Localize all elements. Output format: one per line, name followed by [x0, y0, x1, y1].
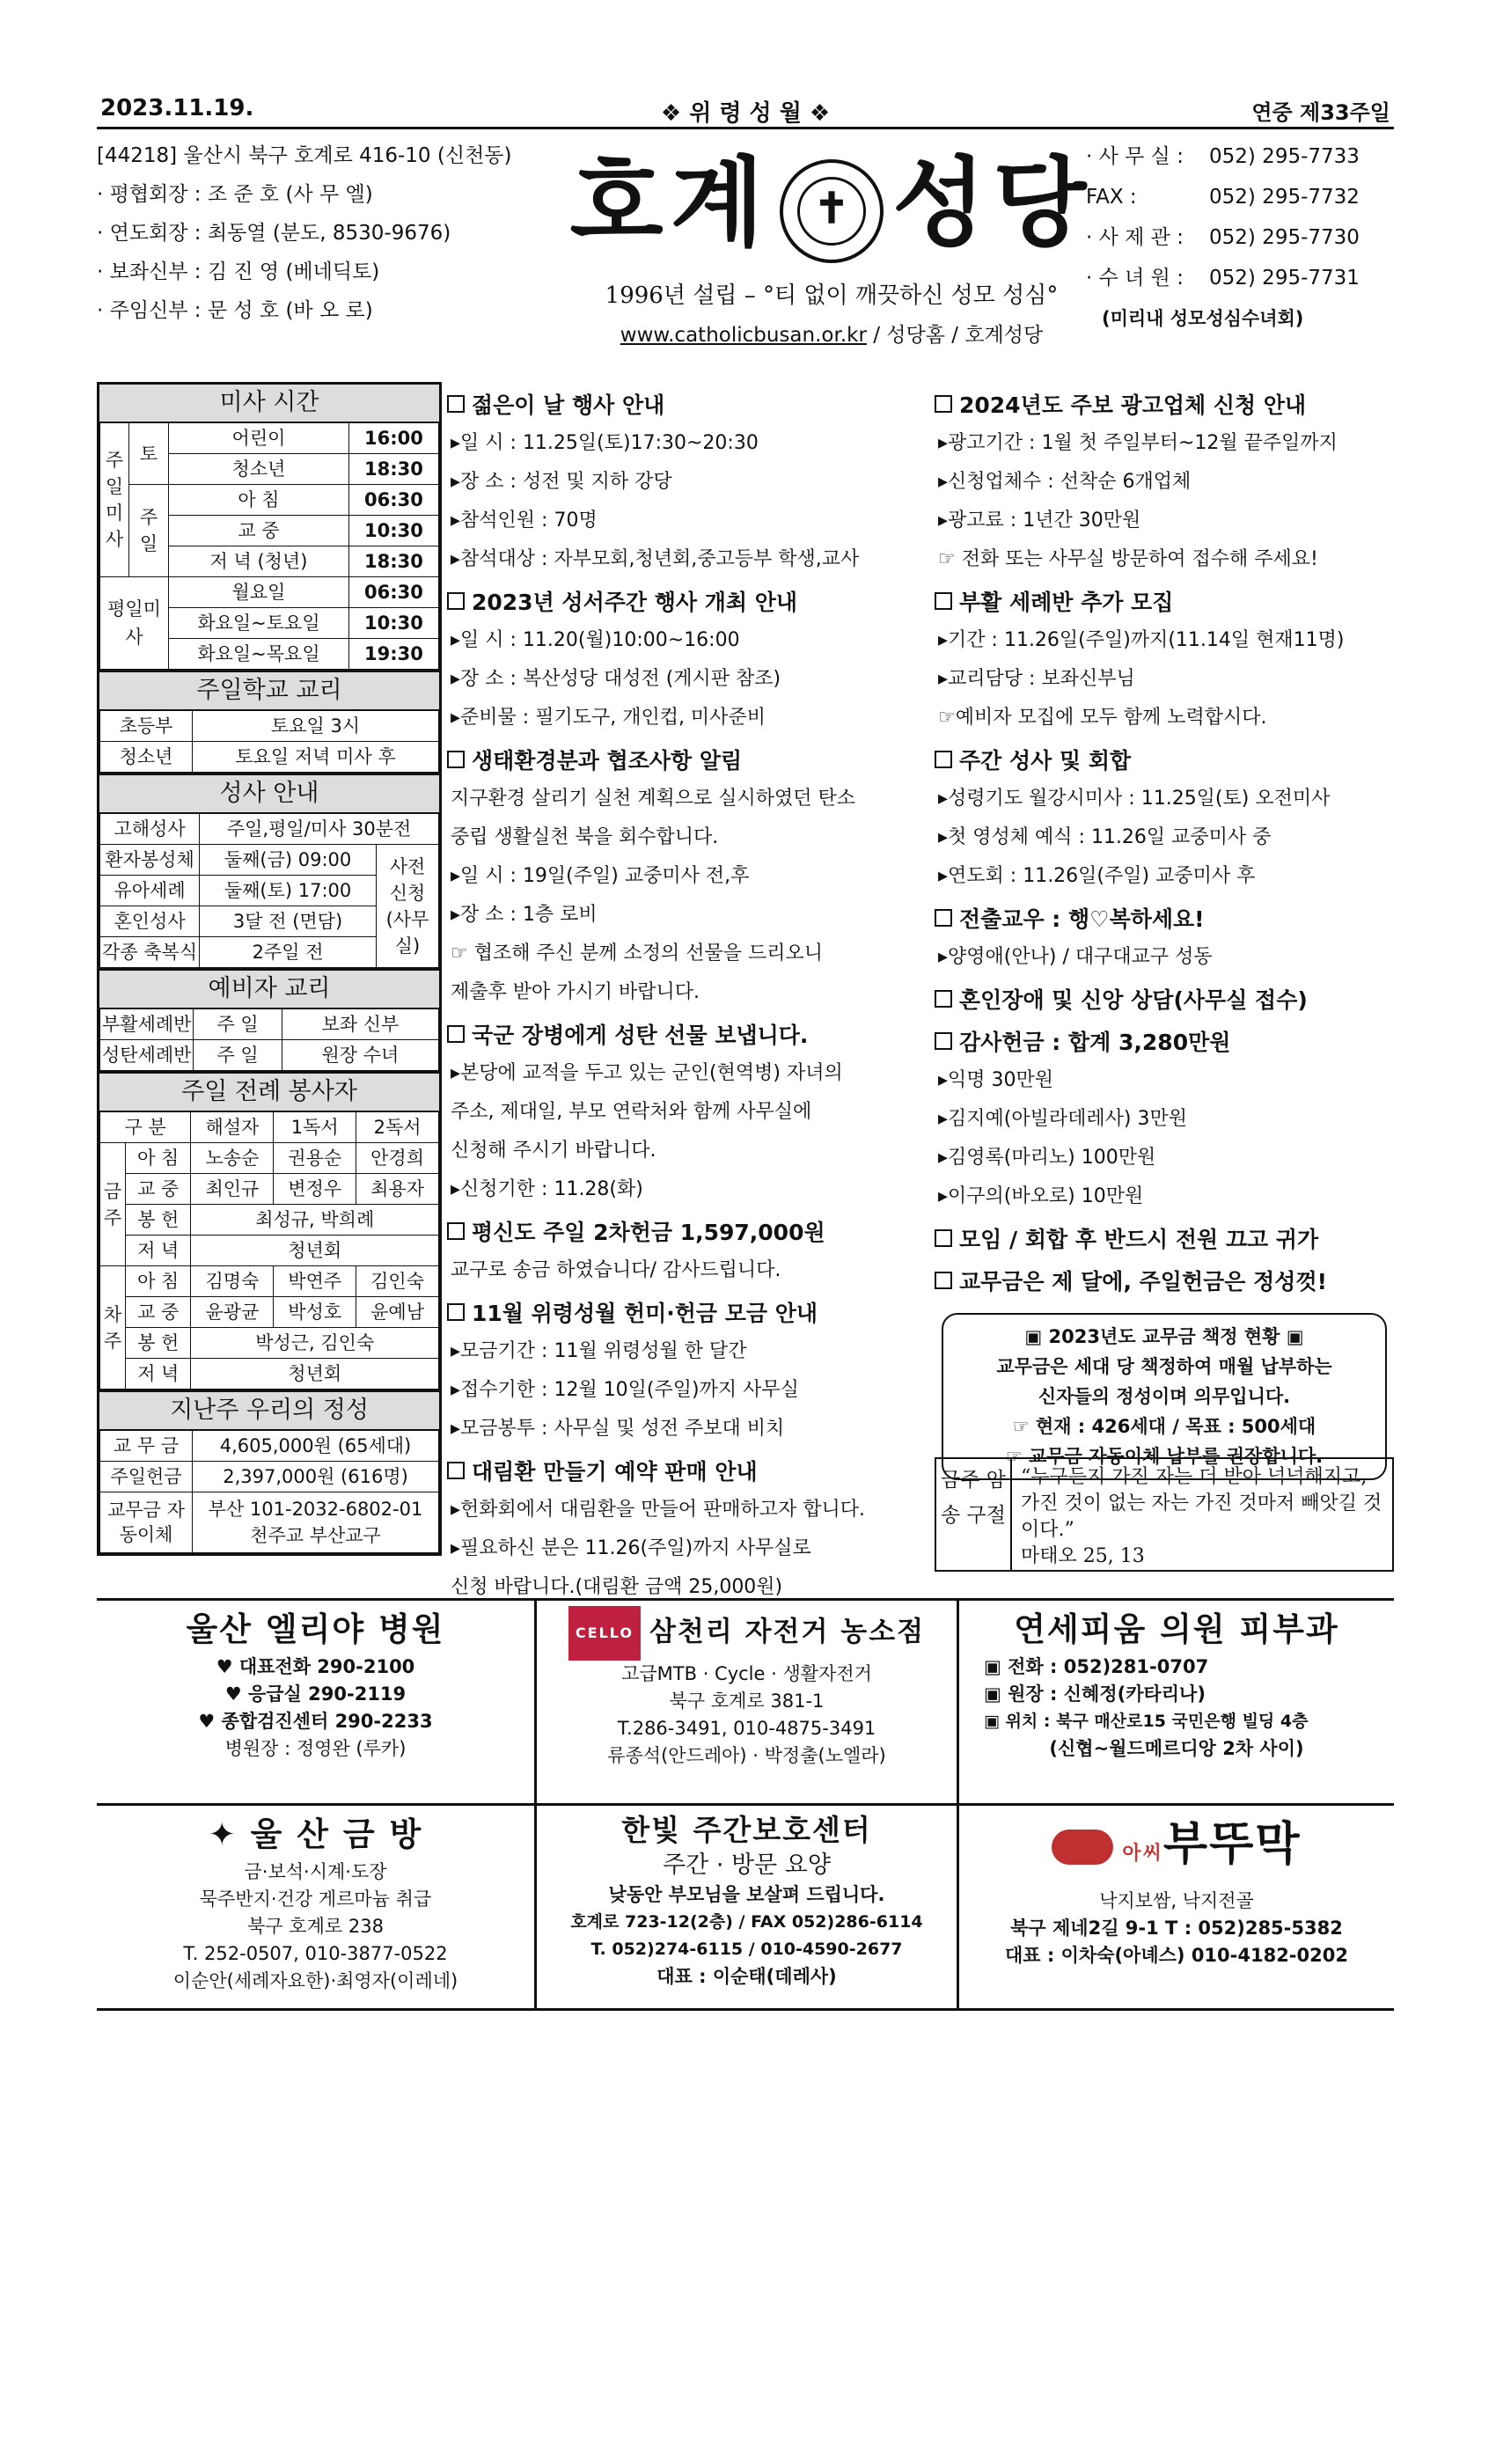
contact-value: 052) 295-7732 — [1209, 186, 1360, 209]
notice-line: ▸헌화회에서 대림환을 만들어 판매하고자 합니다. — [451, 1499, 866, 1521]
offering-amount: 4,605,000원 (65세대) — [193, 1431, 439, 1462]
minister: 윤광균 — [191, 1297, 274, 1328]
offering-amount: 2,397,000원 (616명) — [193, 1462, 439, 1492]
checkbox-icon — [447, 1462, 465, 1479]
class-teacher: 원장 수녀 — [282, 1040, 438, 1071]
class-name: 성탄세례반 — [100, 1040, 194, 1071]
ad-line: T. 052)274-6115 / 010-4590-2677 — [590, 1940, 903, 1959]
ad-line: 북구 호계로 381-1 — [669, 1690, 825, 1712]
notice-heading — [935, 901, 1394, 938]
ad-line: 대표 : 이순태(데레사) — [656, 1966, 837, 1987]
contact-convent — [1086, 258, 1394, 298]
ad-line: 낙지보쌈, 낙지전골 — [1099, 1890, 1254, 1911]
contact-value: 052) 295-7733 — [1209, 145, 1360, 168]
parish-seal-icon — [780, 159, 884, 263]
yeondo-president: · 연도회장 : 최동열 (분도, 8530-9676) — [97, 222, 451, 245]
cello-logo-icon: CELLO — [568, 1606, 641, 1661]
mass-time: 06:30 — [348, 485, 438, 516]
checkbox-icon — [935, 1229, 952, 1247]
minister: 박성호 — [274, 1297, 356, 1328]
liturgical-month: ❖ 위 령 성 월 ❖ — [660, 100, 831, 127]
mass-time: 18:30 — [348, 454, 438, 485]
notice-line: ▸이구의(바오로) 10만원 — [938, 1185, 1144, 1207]
title-part-2: 성당 — [892, 146, 1094, 260]
next-week-label: 차주 — [100, 1266, 126, 1390]
notice-line: ▸교리담당 : 보좌신부님 — [938, 668, 1135, 690]
contact-fax — [1086, 177, 1394, 217]
ad-ulsan-jewelry — [97, 1806, 537, 2008]
verse-text: “누구든지 가진 자는 더 받아 넉넉해지고, 가진 것이 없는 자는 가진 것마저 빼앗길 것이다.” — [1021, 1466, 1382, 1541]
mass-name: 교 중 — [169, 516, 349, 546]
ad-line: ♥ 대표전화 290-2100 — [216, 1656, 415, 1677]
notice-heading — [447, 387, 922, 424]
notice-line: ▸접수기한 : 12월 10일(주일)까지 사무실 — [451, 1379, 799, 1401]
minister: 안경희 — [356, 1143, 439, 1174]
seal-cross: ✝ — [813, 184, 850, 234]
verse-reference: 마태오 25, 13 — [1021, 1545, 1145, 1567]
contact-office — [1086, 136, 1394, 177]
catechumen-table — [99, 1008, 439, 1071]
notice-heading — [935, 584, 1394, 621]
ministers-title: 주일 전례 봉사자 — [99, 1071, 439, 1111]
notice-title: 11월 위령성월 헌미·헌금 모금 안내 — [472, 1301, 818, 1326]
ad-name: 울산 엘리야 병원 — [186, 1610, 445, 1648]
school-time: 토요일 3시 — [193, 711, 439, 742]
notice-line: ▸성령기도 월강시미사 : 11.25일(토) 오전미사 — [938, 788, 1331, 810]
ad-line: ▣ 위치 : 북구 매산로15 국민은행 빌딩 4층 — [984, 1712, 1309, 1731]
notice-line: ▸김지예(아빌라데레사) 3만원 — [938, 1108, 1187, 1130]
notice-line: ▸참석대상 : 자부모회,청년회,중고등부 학생,교사 — [451, 548, 860, 570]
mass-name: 저 녁 (청년) — [169, 546, 349, 577]
website-suffix: / 성당홈 / 호계성당 — [866, 324, 1044, 347]
ad-line: 고급MTB · Cycle · 생활자전거 — [621, 1663, 872, 1684]
sacrament-time: 2주일 전 — [200, 937, 377, 968]
checkbox-icon — [447, 751, 465, 768]
school-group: 초등부 — [100, 711, 193, 742]
ad-line: 류종석(안드레아) · 박정출(노엘라) — [607, 1745, 886, 1766]
ad-elijah-hospital — [97, 1601, 537, 1803]
ads-row-1 — [97, 1601, 1394, 1803]
minister: 최성규, 박희례 — [191, 1205, 439, 1236]
notice-line: ▸일 시 : 11.20(월)10:00~16:00 — [451, 629, 740, 651]
notice-line: 제출후 받아 가시기 바랍니다. — [451, 981, 700, 1003]
ad-line: 대표 : 이차숙(아녜스) 010-4182-0202 — [1005, 1945, 1348, 1966]
notice-title: 국군 장병에게 성탄 선물 보냅니다. — [472, 1023, 809, 1048]
ad-line: 낮동안 부모님을 보살펴 드립니다. — [608, 1884, 885, 1905]
notice-line: ☞예비자 모집에 모두 함께 노력합시다. — [938, 707, 1267, 729]
notice-title: 감사헌금 : 합계 3,280만원 — [959, 1030, 1231, 1055]
notice-line: ▸신청업체수 : 선착순 6개업체 — [938, 471, 1192, 493]
ads-section — [97, 1598, 1394, 2011]
checkbox-icon — [935, 751, 952, 768]
ad-name: 한빛 주간보호센터 — [621, 1813, 872, 1847]
notice-line: ▸김영록(마리노) 100만원 — [938, 1147, 1156, 1169]
checkbox-icon — [935, 1032, 952, 1050]
header — [97, 129, 1394, 385]
notice-line: ▸모금봉투 : 사무실 및 성전 주보대 비치 — [451, 1418, 785, 1440]
notice-line: ▸준비물 : 필기도구, 개인컵, 미사준비 — [451, 707, 766, 729]
notice-line: ▸기간 : 11.26일(주일)까지(11.14일 현재11명) — [938, 629, 1345, 651]
notice-line: ▸일 시 : 11.25일(토)17:30~20:30 — [451, 432, 759, 454]
mass-time: 19:30 — [348, 639, 438, 670]
notice-line: 주소, 제대일, 부모 연락처와 함께 사무실에 — [451, 1101, 812, 1123]
col-header: 해설자 — [191, 1112, 274, 1143]
notices-column-center — [447, 382, 922, 1607]
schedule-column — [97, 382, 442, 1556]
notice-title: 부활 세례반 추가 모집 — [959, 590, 1174, 615]
sacrament-time: 주일,평일/미사 30분전 — [200, 814, 439, 845]
ad-line: ♥ 응급실 290-2119 — [224, 1683, 407, 1705]
notice-heading — [935, 982, 1394, 1019]
issue-date: 2023.11.19. — [100, 95, 254, 121]
minister: 김인숙 — [356, 1266, 439, 1297]
notice-line: ▸신청기한 : 11.28(화) — [451, 1178, 643, 1200]
checkbox-icon — [935, 592, 952, 610]
sacrament-time: 둘째(토) 17:00 — [200, 876, 377, 906]
sacraments-table — [99, 813, 439, 968]
contact-key: · 수 녀 원 : — [1086, 267, 1184, 290]
notice-title: 평신도 주일 2차헌금 1,597,000원 — [472, 1220, 825, 1245]
pastor: · 주임신부 : 문 성 호 (바 오 로) — [97, 299, 373, 322]
notice-line: ▸장 소 : 복산성당 대성전 (게시판 참조) — [451, 668, 781, 690]
sunday-mass-label: 주일미사 — [100, 423, 129, 577]
minister: 김명숙 — [191, 1266, 274, 1297]
mass-slot: 아 침 — [126, 1266, 191, 1297]
notice-line: ▸양영애(안나) / 대구대교구 성동 — [938, 946, 1213, 968]
mass-time: 06:30 — [348, 577, 438, 608]
ad-line: ▣ 원장 : 신혜정(카타리나) — [984, 1683, 1206, 1705]
notice-line: ▸장 소 : 1층 로비 — [451, 904, 598, 926]
mass-time: 10:30 — [348, 608, 438, 639]
header-left — [97, 136, 537, 330]
notice-title: 주간 성사 및 회합 — [959, 748, 1132, 774]
mass-times-title: 미사 시간 — [99, 385, 439, 422]
sacrament-name: 혼인성사 — [100, 906, 200, 937]
ad-line: T.286-3491, 010-4875-3491 — [617, 1718, 876, 1739]
contact-value: 052) 295-7730 — [1209, 226, 1360, 249]
convent-name: (미리내 성모성심수녀회) — [1102, 308, 1304, 329]
notice-heading — [935, 387, 1394, 424]
ad-name: 연세피움 의원 피부과 — [1014, 1610, 1339, 1648]
notice-title: 전출교우 : 행♡복하세요! — [959, 906, 1205, 932]
class-day: 주 일 — [194, 1009, 282, 1040]
ad-line: T. 252-0507, 010-3877-0522 — [183, 1943, 448, 1964]
notice-title: 2024년도 주보 광고업체 신청 안내 — [959, 392, 1307, 418]
council-president: · 평협회장 : 조 준 호 (사 무 엘) — [97, 183, 373, 206]
class-teacher: 보좌 신부 — [282, 1009, 438, 1040]
bank-account: 부산 101-2032-6802-01 — [208, 1499, 423, 1520]
notice-line: ▸본당에 교적을 두고 있는 군인(현역병) 자녀의 — [451, 1062, 843, 1084]
contact-rectory — [1086, 217, 1394, 258]
mass-slot: 교 중 — [126, 1297, 191, 1328]
notice-line: ▸참석인원 : 70명 — [451, 510, 598, 532]
sacrament-name: 유아세례 — [100, 876, 200, 906]
sunday-label: 주일 — [129, 485, 169, 577]
notice-title: 대림환 만들기 예약 판매 안내 — [472, 1459, 758, 1485]
establishment: 1996년 설립 – °티 없이 깨끗하신 성모 성심° — [605, 282, 1059, 309]
checkbox-icon — [935, 1272, 952, 1289]
mass-time: 18:30 — [348, 546, 438, 577]
website — [537, 319, 1126, 348]
sunday-school-title: 주일학교 교리 — [99, 670, 439, 710]
notice-line: 교구로 송금 하였습니다/ 감사드립니다. — [451, 1259, 781, 1281]
minister: 노송순 — [191, 1143, 274, 1174]
notice-line: ▸첫 영성체 예식 : 11.26일 교중미사 중 — [938, 826, 1272, 848]
mass-time: 10:30 — [348, 516, 438, 546]
ad-line: 호계로 723-12(2층) / FAX 052)286-6114 — [570, 1912, 923, 1932]
top-line — [97, 92, 1394, 129]
ad-brand: 아씨 — [1122, 1843, 1163, 1865]
notice-heading — [447, 1295, 922, 1332]
sunday-school-table — [99, 710, 439, 773]
col-header: 구 분 — [100, 1112, 191, 1143]
sacrament-application-note: 사전 신청 (사무실) — [377, 845, 439, 968]
offering-kind: 주일헌금 — [100, 1462, 193, 1492]
contact-key: · 사 제 관 : — [1086, 226, 1184, 249]
notice-line: ▸광고료 : 1년간 30만원 — [938, 510, 1141, 532]
mass-time: 16:00 — [348, 423, 438, 454]
notice-heading — [447, 1454, 922, 1491]
dues-line: ☞ 교무금 자동이체 납부를 권장합니다. — [1005, 1446, 1324, 1467]
ad-line: 묵주반지·건강 게르마늄 취급 — [199, 1888, 432, 1910]
notices-column-right — [935, 382, 1394, 1567]
minister: 권용순 — [274, 1143, 356, 1174]
minister: 최인규 — [191, 1174, 274, 1205]
mass-slot: 교 중 — [126, 1174, 191, 1205]
notice-title: 혼인장애 및 신앙 상담(사무실 접수) — [959, 987, 1308, 1013]
school-group: 청소년 — [100, 742, 193, 773]
mass-name: 월요일 — [169, 577, 349, 608]
checkbox-icon — [935, 395, 952, 413]
notice-heading — [935, 1264, 1394, 1301]
notice-line: 중립 생활실천 북을 회수합니다. — [451, 826, 719, 848]
mass-times-table — [99, 422, 439, 670]
dues-line: 교무금은 세대 당 책정하여 매월 납부하는 — [996, 1356, 1332, 1377]
dues-line: 신자들의 정성이며 의무입니다. — [1038, 1386, 1291, 1407]
col-header: 1독서 — [274, 1112, 356, 1143]
header-contacts — [1086, 136, 1394, 339]
school-time: 토요일 저녁 미사 후 — [193, 742, 439, 773]
notice-line: ▸필요하신 분은 11.26(주일)까지 사무실로 — [451, 1537, 811, 1559]
ad-name: 부뚜막 — [1162, 1818, 1302, 1871]
col-header: 2독서 — [356, 1112, 439, 1143]
ad-line: 병원장 : 정영완 (루카) — [224, 1738, 407, 1759]
minister: 박연주 — [274, 1266, 356, 1297]
contact-value: 052) 295-7731 — [1209, 267, 1360, 290]
sacraments-title: 성사 안내 — [99, 773, 439, 813]
ad-name: ✦ 울 산 금 방 — [208, 1815, 423, 1853]
offering-table — [99, 1430, 439, 1553]
notice-title: 모임 / 회합 후 반드시 전원 끄고 귀가 — [959, 1227, 1319, 1252]
notice-title: 교무금은 제 달에, 주일헌금은 정성껏! — [959, 1269, 1327, 1294]
notice-line: ▸모금기간 : 11월 위령성월 한 달간 — [451, 1340, 747, 1362]
notice-line: 신청 바랍니다.(대림환 금액 25,000원) — [451, 1576, 783, 1598]
notice-heading — [935, 743, 1394, 780]
dues-title: ▣ 2023년도 교무금 책정 현황 ▣ — [1024, 1326, 1304, 1347]
mass-slot: 봉 헌 — [126, 1205, 191, 1236]
offering-title: 지난주 우리의 정성 — [99, 1390, 439, 1430]
notice-line: 지구환경 살리기 실천 계획으로 실시하였던 탄소 — [451, 788, 856, 810]
notice-line: ☞ 전화 또는 사무실 방문하여 접수해 주세요! — [938, 548, 1318, 570]
checkbox-icon — [447, 1222, 465, 1240]
sacrament-name: 고해성사 — [100, 814, 200, 845]
mass-name: 어린이 — [169, 423, 349, 454]
notice-line: ▸광고기간 : 1월 첫 주일부터~12월 끝주일까지 — [938, 432, 1338, 454]
checkbox-icon — [447, 1303, 465, 1321]
website-link[interactable]: www.catholicbusan.or.kr — [620, 324, 867, 347]
ad-line: ♥ 종합검진센터 290-2233 — [198, 1711, 433, 1732]
dues-status-box — [942, 1313, 1387, 1480]
mass-name: 아 침 — [169, 485, 349, 516]
checkbox-icon — [447, 395, 465, 413]
ad-line: 이순안(세례자요한)·최영자(이레네) — [172, 1970, 458, 1991]
mass-name: 화요일~토요일 — [169, 608, 349, 639]
notice-line: ☞ 협조해 주신 분께 소정의 선물을 드리오니 — [451, 942, 823, 964]
auto-transfer-label: 교무금 자동이체 — [100, 1492, 193, 1553]
notice-heading — [447, 584, 922, 621]
sacrament-name: 각종 축복식 — [100, 937, 200, 968]
notice-title: 젊은이 날 행사 안내 — [472, 392, 665, 418]
ministers-table — [99, 1111, 439, 1390]
catechumen-title: 예비자 교리 — [99, 968, 439, 1008]
restaurant-logo-icon — [1052, 1830, 1113, 1865]
ad-yonsei-pium-clinic — [959, 1601, 1394, 1803]
minister: 윤예남 — [356, 1297, 439, 1328]
contact-key: FAX : — [1086, 186, 1137, 209]
bulletin-page — [97, 92, 1394, 1991]
weekday-mass-label: 평일미사 — [100, 577, 169, 670]
verse-label: 금주 암송 구절 — [936, 1459, 1012, 1570]
mass-name: 화요일~목요일 — [169, 639, 349, 670]
notice-title: 2023년 성서주간 행사 개최 안내 — [472, 590, 798, 615]
checkbox-icon — [935, 909, 952, 927]
ad-line: 북구 제네2길 9-1 T : 052)285-5382 — [1010, 1918, 1343, 1939]
dues-line: ☞ 현재 : 426세대 / 목표 : 500세대 — [1012, 1416, 1316, 1437]
sacrament-name: 환자봉성체 — [100, 845, 200, 876]
mass-slot: 저 녁 — [126, 1236, 191, 1266]
ad-bututmak-restaurant — [959, 1806, 1394, 2008]
parish-title — [537, 142, 1126, 265]
checkbox-icon — [447, 1025, 465, 1043]
offering-kind: 교 무 금 — [100, 1431, 193, 1462]
mass-slot: 봉 헌 — [126, 1328, 191, 1359]
ad-line: (신협~월드메르디앙 2차 사이) — [1049, 1738, 1304, 1759]
notice-line: ▸연도회 : 11.26일(주일) 교중미사 후 — [938, 865, 1256, 887]
title-part-1: 호계 — [569, 146, 771, 260]
notice-heading — [935, 1024, 1394, 1061]
notice-heading — [447, 743, 922, 780]
minister: 청년회 — [191, 1359, 439, 1390]
weekly-verse — [935, 1457, 1394, 1572]
saturday-label: 토 — [129, 423, 169, 485]
notice-title: 생태환경분과 협조사항 알림 — [472, 748, 743, 774]
ad-subtitle: 주간 · 방문 요양 — [663, 1852, 831, 1879]
mass-slot: 아 침 — [126, 1143, 191, 1174]
parish-address: [44218] 울산시 북구 호계로 416-10 (신천동) — [97, 144, 512, 167]
sacrament-time: 둘째(금) 09:00 — [200, 845, 377, 876]
account-holder: 천주교 부산교구 — [250, 1525, 381, 1546]
minister: 변정우 — [274, 1174, 356, 1205]
mass-slot: 저 녁 — [126, 1359, 191, 1390]
notice-heading — [935, 1221, 1394, 1258]
checkbox-icon — [447, 592, 465, 610]
contact-key: · 사 무 실 : — [1086, 145, 1184, 168]
ad-samchully-bicycle — [537, 1601, 959, 1803]
ads-row-2 — [97, 1803, 1394, 2008]
notice-line: ▸익명 30만원 — [938, 1069, 1054, 1091]
notice-heading — [447, 1214, 922, 1251]
minister: 청년회 — [191, 1236, 439, 1266]
class-day: 주 일 — [194, 1040, 282, 1071]
notice-line: 신청해 주시기 바랍니다. — [451, 1140, 656, 1162]
header-center — [537, 129, 1126, 385]
this-week-label: 금주 — [100, 1143, 126, 1266]
class-name: 부활세례반 — [100, 1009, 194, 1040]
assistant-priest: · 보좌신부 : 김 진 영 (베네딕토) — [97, 260, 380, 283]
notice-heading — [447, 1017, 922, 1054]
ad-line: 금·보석·시계·도장 — [244, 1861, 387, 1882]
ad-line: 북구 호계로 238 — [247, 1916, 384, 1937]
checkbox-icon — [935, 990, 952, 1008]
ad-line: ▣ 전화 : 052)281-0707 — [984, 1656, 1209, 1677]
liturgical-week: 연중 제33주일 — [1251, 100, 1390, 125]
notice-line: ▸장 소 : 성전 및 지하 강당 — [451, 471, 672, 493]
ad-hanbit-daycare — [537, 1806, 959, 2008]
sacrament-time: 3달 전 (면담) — [200, 906, 377, 937]
minister: 박성근, 김인숙 — [191, 1328, 439, 1359]
notice-line: ▸일 시 : 19일(주일) 교중미사 전,후 — [451, 865, 750, 887]
mass-name: 청소년 — [169, 454, 349, 485]
minister: 최용자 — [356, 1174, 439, 1205]
ad-name: 삼천리 자전거 농소점 — [649, 1616, 926, 1648]
main-grid — [97, 382, 1394, 1605]
